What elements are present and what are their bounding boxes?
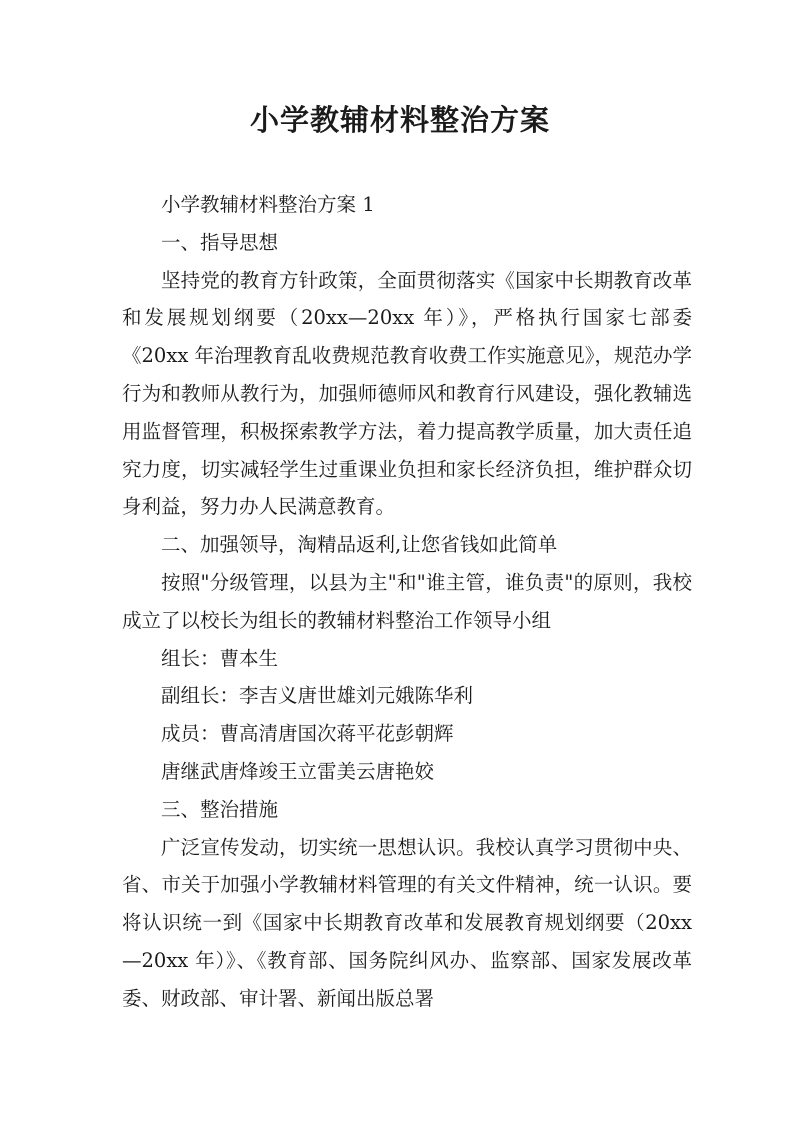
section-heading-guiding-thought: 一、指导思想 bbox=[161, 230, 279, 254]
document-title: 小学教辅材料整治方案 bbox=[249, 103, 550, 137]
paragraph-measures: 广泛宣传发动，切实统一思想认识。我校认真学习贯彻中央、省、市关于加强小学教辅材料管理的有关文件精神，统一认识。要将认识统一到《国家中长期教育改革和发展教育规划纲要（20xx—20xx 年）》、《教育部、国务院纠风办、监察部、国家发展改革委、财政部、审计署、新闻出版总署 bbox=[122, 835, 692, 1010]
document-body bbox=[122, 186, 692, 1018]
members-line: 成员：曹高清唐国次蒋平花彭朝辉 bbox=[161, 722, 454, 746]
paragraph-leadership: 按照"分级管理，以县为主"和"谁主管，谁负责"的原则，我校成立了以校长为组长的教辅材料整治工作领导小组 bbox=[122, 570, 692, 632]
section-heading-measures: 三、整治措施 bbox=[161, 797, 279, 821]
section-heading-leadership: 二、加强领导，淘精品返利,让您省钱如此简单 bbox=[161, 533, 558, 557]
deputy-leader-line: 副组长：李吉义唐世雄刘元娥陈华利 bbox=[161, 684, 474, 708]
section-heading-plan-1: 小学教辅材料整治方案 1 bbox=[161, 193, 375, 216]
paragraph-guiding-thought: 坚持党的教育方针政策，全面贯彻落实《国家中长期教育改革和发展规划纲要（20xx—20xx 年）》，严格执行国家七部委《20xx 年治理教育乱收费规范教育收费工作实施意见》，规范办学行为和教师从教行为，加强师德师风和教育行风建设，强化教辅选用监督管理，积极探索教学方法，着力提高教学质量，加大责任追究力度，切实减轻学生过重课业负担和家长经济负担，维护群众切身利益，努力办人民满意教育。 bbox=[122, 268, 692, 519]
members-continued-line: 唐继武唐烽竣王立雷美云唐艳姣 bbox=[161, 759, 435, 783]
group-leader-line: 组长：曹本生 bbox=[161, 646, 279, 670]
